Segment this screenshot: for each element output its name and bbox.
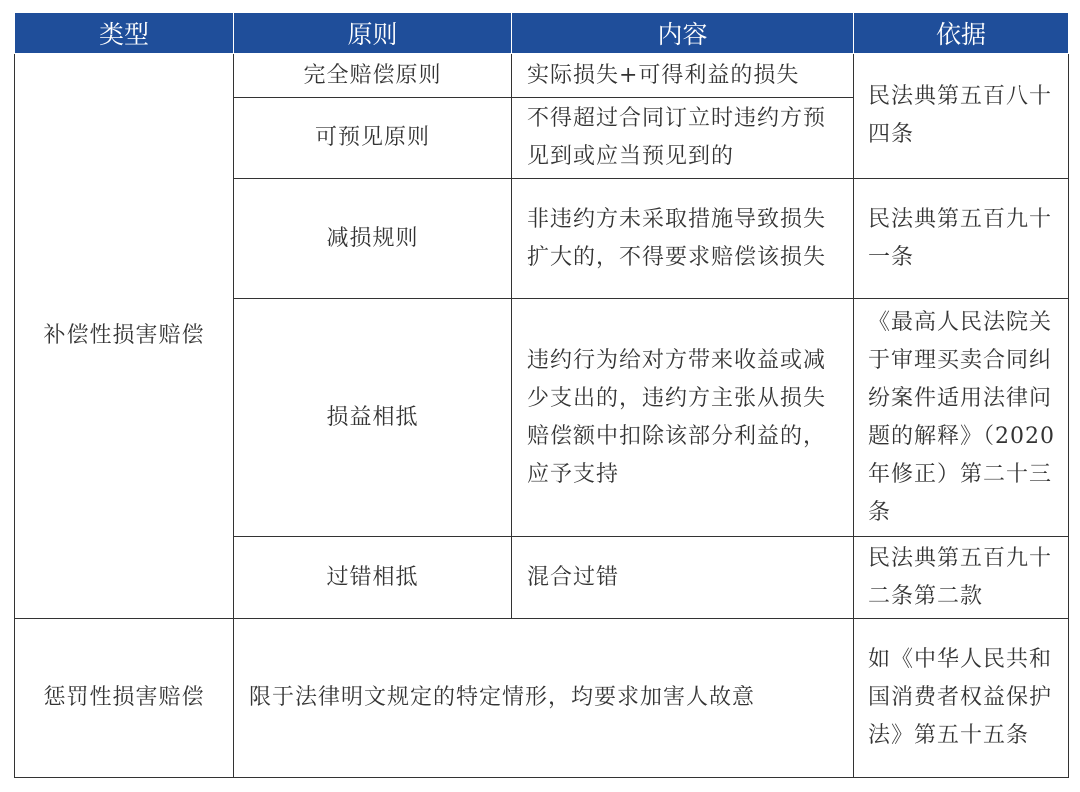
basis-cell: 《最高人民法院关于审理买卖合同纠纷案件适用法律问题的解释》（2020年修正）第二十三条 [854,299,1069,537]
type-cell-punitive: 惩罚性损害赔偿 [15,619,234,778]
basis-cell: 民法典第五百八十四条 [854,54,1069,179]
header-type: 类型 [15,13,234,54]
principle-cell: 过错相抵 [234,537,512,619]
table-row [15,619,1069,778]
content-cell: 实际损失+可得利益的损失 [512,54,854,98]
basis-cell: 民法典第五百九十一条 [854,179,1069,299]
header-row [15,13,1069,54]
header-content: 内容 [512,13,854,54]
principle-cell: 完全赔偿原则 [234,54,512,98]
type-cell-compensatory: 补偿性损害赔偿 [15,54,234,619]
content-cell: 违约行为给对方带来收益或减少支出的，违约方主张从损失赔偿额中扣除该部分利益的，应予支持 [512,299,854,537]
principle-cell: 减损规则 [234,179,512,299]
header-principle: 原则 [234,13,512,54]
content-cell: 非违约方未采取措施导致损失扩大的，不得要求赔偿该损失 [512,179,854,299]
basis-cell: 如《中华人民共和国消费者权益保护法》第五十五条 [854,619,1069,778]
table-row [15,54,1069,98]
header-basis: 依据 [854,13,1069,54]
principle-cell: 损益相抵 [234,299,512,537]
content-cell: 限于法律明文规定的特定情形，均要求加害人故意 [234,619,854,778]
content-cell: 混合过错 [512,537,854,619]
damages-table [14,12,1069,778]
principle-cell: 可预见原则 [234,98,512,179]
content-cell: 不得超过合同订立时违约方预见到或应当预见到的 [512,98,854,179]
basis-cell: 民法典第五百九十二条第二款 [854,537,1069,619]
